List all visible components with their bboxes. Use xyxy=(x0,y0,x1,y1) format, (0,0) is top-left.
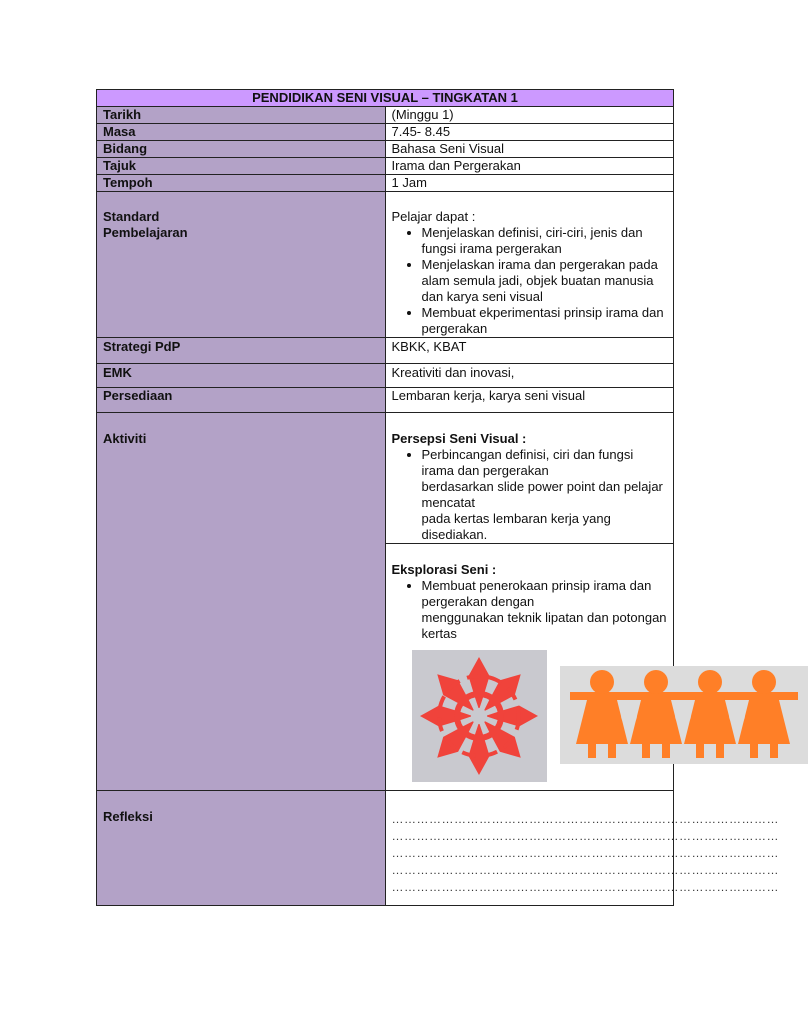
standard-intro: Pelajar dapat : xyxy=(391,209,476,224)
value-emk: Kreativiti dan inovasi, xyxy=(385,364,674,388)
row-bidang xyxy=(97,141,674,158)
snowflake-art xyxy=(412,650,547,782)
eksplorasi-list xyxy=(392,578,668,642)
label-tajuk: Tajuk xyxy=(97,158,386,175)
eksplorasi-title: Eksplorasi Seni : xyxy=(391,562,497,577)
label-tempoh: Tempoh xyxy=(97,175,386,192)
label-masa: Masa xyxy=(97,124,386,141)
label-standard-line1: Standard xyxy=(103,209,160,224)
label-tarikh: Tarikh xyxy=(97,107,386,124)
persepsi-line2: berdasarkan slide power point dan pelajar mencatat xyxy=(421,479,663,510)
value-tajuk: Irama dan Pergerakan xyxy=(385,158,674,175)
row-tarikh xyxy=(97,107,674,124)
row-aktiviti-persepsi xyxy=(97,413,674,544)
row-tajuk xyxy=(97,158,674,175)
label-strategi: Strategi PdP xyxy=(97,338,386,364)
value-masa: 7.45- 8.45 xyxy=(385,124,674,141)
list-item: • Menjelaskan definisi, ciri-ciri, jenis dan fungsi irama pergerakan xyxy=(422,225,668,257)
value-tarikh: (Minggu 1) xyxy=(385,107,674,124)
list-item: • Menjelaskan irama dan pergerakan pada alam semula jadi, objek buatan manusia dan karya seni visual xyxy=(422,257,668,305)
refleksi-line: ………………………………………………………………………………… xyxy=(391,846,779,860)
refleksi-line: ………………………………………………………………………………… xyxy=(391,812,779,826)
row-emk xyxy=(97,364,674,388)
value-bidang: Bahasa Seni Visual xyxy=(385,141,674,158)
value-strategi: KBKK, KBAT xyxy=(385,338,674,364)
eksplorasi-line2: menggunakan teknik lipatan dan potongan kertas xyxy=(421,610,667,641)
value-standard xyxy=(385,192,674,338)
persepsi-line1: Perbincangan definisi, ciri dan fungsi irama dan pergerakan xyxy=(421,447,634,478)
label-persediaan: Persediaan xyxy=(97,388,386,413)
row-masa xyxy=(97,124,674,141)
row-persediaan xyxy=(97,388,674,413)
list-item xyxy=(422,578,668,642)
value-persediaan: Lembaran kerja, karya seni visual xyxy=(385,388,674,413)
label-emk: EMK xyxy=(97,364,386,388)
label-bidang: Bidang xyxy=(97,141,386,158)
list-item: • Membuat ekperimentasi prinsip irama dan pergerakan xyxy=(422,305,668,337)
value-refleksi xyxy=(385,791,779,906)
aktiviti-eksplorasi xyxy=(385,544,674,791)
row-tempoh xyxy=(97,175,674,192)
aktiviti-persepsi xyxy=(385,413,674,544)
refleksi-line: ………………………………………………………………………………… xyxy=(391,880,779,894)
label-standard-line2: Pembelajaran xyxy=(103,225,188,240)
row-standard xyxy=(97,192,674,338)
lesson-plan-table xyxy=(96,89,779,906)
row-refleksi xyxy=(97,791,674,906)
eksplorasi-line1: Membuat penerokaan prinsip irama dan pergerakan dengan xyxy=(421,578,652,609)
persepsi-list xyxy=(392,447,668,543)
refleksi-line: ………………………………………………………………………………… xyxy=(391,829,779,843)
persepsi-title: Persepsi Seni Visual : xyxy=(391,431,527,446)
example-images xyxy=(392,650,668,790)
value-tempoh: 1 Jam xyxy=(385,175,674,192)
label-aktiviti: Aktiviti xyxy=(97,413,386,791)
refleksi-line: ………………………………………………………………………………… xyxy=(391,863,779,877)
list-item xyxy=(422,447,668,543)
row-strategi xyxy=(97,338,674,364)
label-standard xyxy=(97,192,386,338)
persepsi-line3: pada kertas lembaran kerja yang disediakan. xyxy=(421,511,611,542)
paper-doll-image xyxy=(560,666,808,764)
table-header-row xyxy=(97,90,674,107)
label-refleksi: Refleksi xyxy=(97,791,386,906)
document-title: PENDIDIKAN SENI VISUAL – TINGKATAN 1 xyxy=(97,90,674,107)
snowflake-image xyxy=(412,650,547,782)
lesson-plan-sheet xyxy=(96,89,779,906)
standard-list xyxy=(392,225,668,337)
paper-doll-art xyxy=(560,666,808,764)
